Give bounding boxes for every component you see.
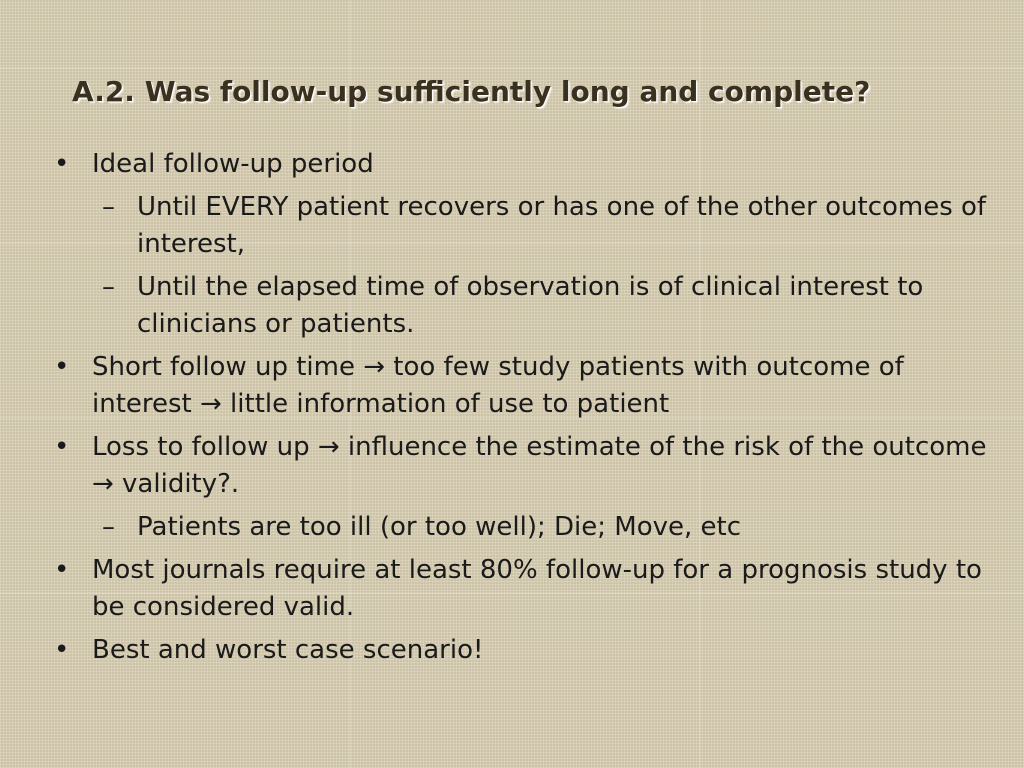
bullet-item — [50, 146, 1000, 183]
bullet-marker: • — [54, 635, 70, 665]
bullet-marker: • — [54, 555, 70, 585]
bullet-marker: • — [54, 432, 70, 462]
dash-marker: – — [102, 192, 115, 222]
sub-bullet-item — [50, 269, 1000, 343]
sub-bullet-text: Patients are too ill (or too well); Die; Move, etc — [137, 512, 742, 542]
bullet-text: Loss to follow up → influence the estimate of the risk of the outcome → validity?. — [92, 432, 987, 499]
slide-body — [50, 140, 1000, 669]
dash-marker: – — [102, 272, 115, 302]
bullet-item — [50, 349, 1000, 423]
bullet-item — [50, 632, 1000, 669]
sub-bullet-item — [50, 509, 1000, 546]
bullet-marker: • — [54, 149, 70, 179]
bullet-text: Short follow up time → too few study patients with outcome of interest → little information of use to patient — [92, 352, 904, 419]
bullet-marker: • — [54, 352, 70, 382]
sub-bullet-item — [50, 189, 1000, 263]
dash-marker: – — [102, 512, 115, 542]
slide-title: A.2. Was follow-up sufficiently long and complete? — [72, 75, 871, 108]
bullet-item — [50, 429, 1000, 503]
bullet-text: Ideal follow-up period — [92, 149, 374, 179]
bullet-text: Best and worst case scenario! — [92, 635, 484, 665]
bullet-item — [50, 552, 1000, 626]
bullet-text: Most journals require at least 80% follow-up for a prognosis study to be considered valid. — [92, 555, 982, 622]
sub-bullet-text: Until the elapsed time of observation is of clinical interest to clinicians or patients. — [137, 272, 924, 339]
sub-bullet-text: Until EVERY patient recovers or has one of the other outcomes of interest, — [137, 192, 987, 259]
